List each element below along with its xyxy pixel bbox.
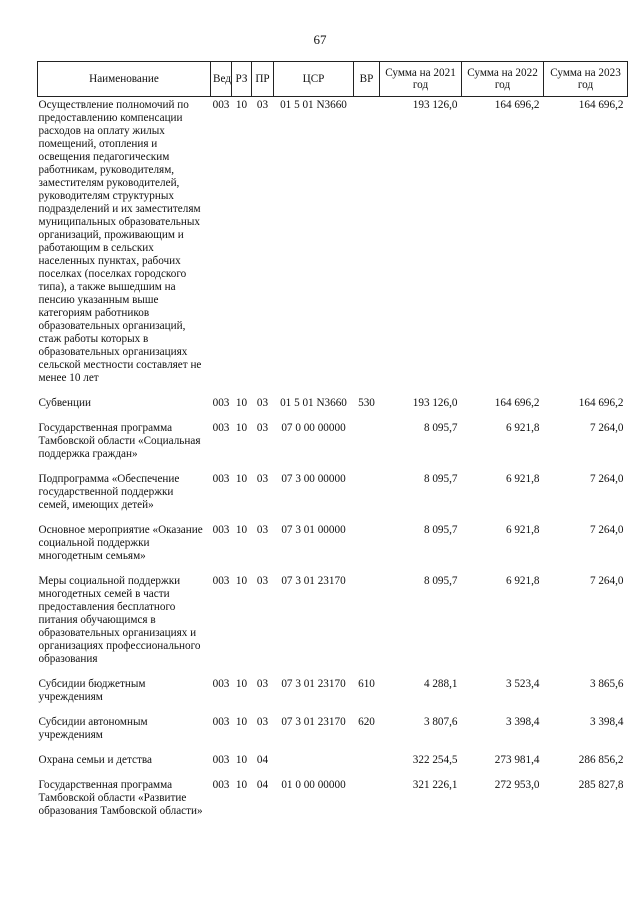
cell-vr [354,97,380,389]
cell-name: Меры социальной поддержки многодетных семей в части предоставления бесплатного питания обучающимся в образовательных организациях и организациях профессионального образования [38,575,201,665]
cell-csr: 07 0 00 00000 [281,422,346,434]
cell-sum-2021: 8 095,7 [423,422,458,434]
cell-name: Осуществление полномочий по предоставлению компенсации расходов на оплату жилых помещений, отопления и освещения педагогическим работникам, руководителям, заместителям руководителей, руководителям структурных подразделений и их заместителям муниципальных образовательных организаций, проживающим и работающим в сельских населенных пунктах, рабочих поселках (поселках городского типа), а также вышедшим на пенсию указанным выше категориям работников образовательных организаций, стаж работы которых в образовательных организациях сельской местности составляет не менее 10 лет [38,99,202,384]
table-body [38,97,628,822]
cell-ved: 003 [212,397,230,409]
header-sum-2022: Сумма на 2022 год [462,62,544,97]
cell-sum-2022: 3 523,4 [505,678,540,690]
cell-ved: 003 [212,524,230,536]
cell-sum-2021: 8 095,7 [423,575,458,587]
cell-sum-2023: 285 827,8 [578,779,624,791]
cell-sum-2022: 272 953,0 [494,779,540,791]
cell-rz: 10 [235,397,248,409]
header-sum-2021: Сумма на 2021 год [380,62,462,97]
cell-rz: 10 [235,716,248,728]
cell-ved: 003 [212,678,230,690]
cell-name: Основное мероприятие «Оказание социальной поддержки многодетным семьям» [38,524,203,562]
cell-csr: 01 5 01 N3660 [280,397,347,409]
cell-sum-2021: 8 095,7 [423,524,458,536]
cell-sum-2022: 273 981,4 [494,754,540,766]
budget-table [37,61,628,821]
cell-name: Государственная программа Тамбовской области «Социальная поддержка граждан» [38,422,201,460]
header-name: Наименование [38,62,211,97]
cell-pr: 03 [256,99,269,111]
cell-sum-2023: 286 856,2 [578,754,624,766]
cell-sum-2023: 3 398,4 [589,716,624,728]
cell-csr: 07 3 00 00000 [281,473,346,485]
cell-rz: 10 [235,678,248,690]
cell-pr: 03 [256,716,269,728]
cell-pr: 03 [256,524,269,536]
cell-vr [354,566,380,669]
cell-sum-2023: 3 865,6 [589,678,624,690]
table-row [38,566,628,669]
cell-csr: 07 3 01 23170 [281,575,346,587]
cell-csr: 07 3 01 23170 [281,678,346,690]
cell-sum-2021: 193 126,0 [412,99,458,111]
cell-sum-2023: 164 696,2 [578,397,624,409]
cell-ved: 003 [212,754,230,766]
cell-name: Субвенции [38,397,91,409]
cell-sum-2022: 164 696,2 [494,397,540,409]
cell-rz: 10 [235,422,248,434]
table-row [38,97,628,389]
cell-ved: 003 [212,575,230,587]
cell-vr: 530 [358,397,375,409]
header-vr: ВР [354,62,380,97]
table-row [38,745,628,770]
cell-vr [354,515,380,566]
page-number: 67 [313,32,327,47]
table-row [38,515,628,566]
cell-vr [354,413,380,464]
cell-vr: 610 [358,678,375,690]
cell-ved: 003 [212,779,230,791]
cell-sum-2021: 193 126,0 [412,397,458,409]
cell-sum-2022: 6 921,8 [505,575,540,587]
cell-ved: 003 [212,716,230,728]
table-row [38,464,628,515]
cell-rz: 10 [235,524,248,536]
cell-sum-2022: 3 398,4 [505,716,540,728]
cell-sum-2023: 7 264,0 [589,422,624,434]
cell-rz: 10 [235,779,248,791]
cell-sum-2022: 6 921,8 [505,473,540,485]
cell-rz: 10 [235,754,248,766]
cell-sum-2022: 6 921,8 [505,524,540,536]
table-row [38,707,628,745]
cell-rz: 10 [235,99,248,111]
cell-sum-2023: 7 264,0 [589,473,624,485]
cell-csr: 07 3 01 23170 [281,716,346,728]
table-row [38,770,628,821]
cell-sum-2021: 3 807,6 [423,716,458,728]
table-row [38,413,628,464]
header-ved: Вед [211,62,232,97]
cell-sum-2022: 164 696,2 [494,99,540,111]
cell-ved: 003 [212,422,230,434]
cell-sum-2023: 7 264,0 [589,575,624,587]
cell-sum-2021: 4 288,1 [423,678,458,690]
header-sum-2023: Сумма на 2023 год [544,62,628,97]
cell-name: Субсидии бюджетным учреждениям [38,678,146,703]
cell-vr [354,464,380,515]
cell-pr: 03 [256,422,269,434]
cell-sum-2022: 6 921,8 [505,422,540,434]
cell-rz: 10 [235,575,248,587]
cell-name: Субсидии автономным учреждениям [38,716,148,741]
cell-ved: 003 [212,473,230,485]
cell-pr: 04 [256,754,269,766]
cell-pr: 03 [256,678,269,690]
cell-sum-2023: 164 696,2 [578,99,624,111]
cell-pr: 04 [256,779,269,791]
cell-rz: 10 [235,473,248,485]
cell-name: Охрана семьи и детства [38,754,152,766]
cell-csr: 07 3 01 00000 [281,524,346,536]
table-row [38,669,628,707]
cell-pr: 03 [256,473,269,485]
cell-vr [354,745,380,770]
cell-sum-2021: 8 095,7 [423,473,458,485]
header-pr: ПР [252,62,274,97]
cell-vr: 620 [358,716,375,728]
cell-sum-2021: 321 226,1 [412,779,458,791]
header-csr: ЦСР [274,62,354,97]
table-row [38,388,628,413]
cell-sum-2021: 322 254,5 [412,754,458,766]
cell-vr [354,770,380,821]
cell-csr [274,745,354,770]
cell-pr: 03 [256,575,269,587]
cell-name: Государственная программа Тамбовской области «Развитие образования Тамбовской области» [38,779,203,817]
cell-pr: 03 [256,397,269,409]
cell-sum-2023: 7 264,0 [589,524,624,536]
cell-name: Подпрограмма «Обеспечение государственной поддержки семей, имеющих детей» [38,473,180,511]
cell-csr: 01 0 00 00000 [281,779,346,791]
table-header [38,62,628,97]
cell-csr: 01 5 01 N3660 [280,99,347,111]
cell-ved: 003 [212,99,230,111]
header-rz: РЗ [232,62,252,97]
